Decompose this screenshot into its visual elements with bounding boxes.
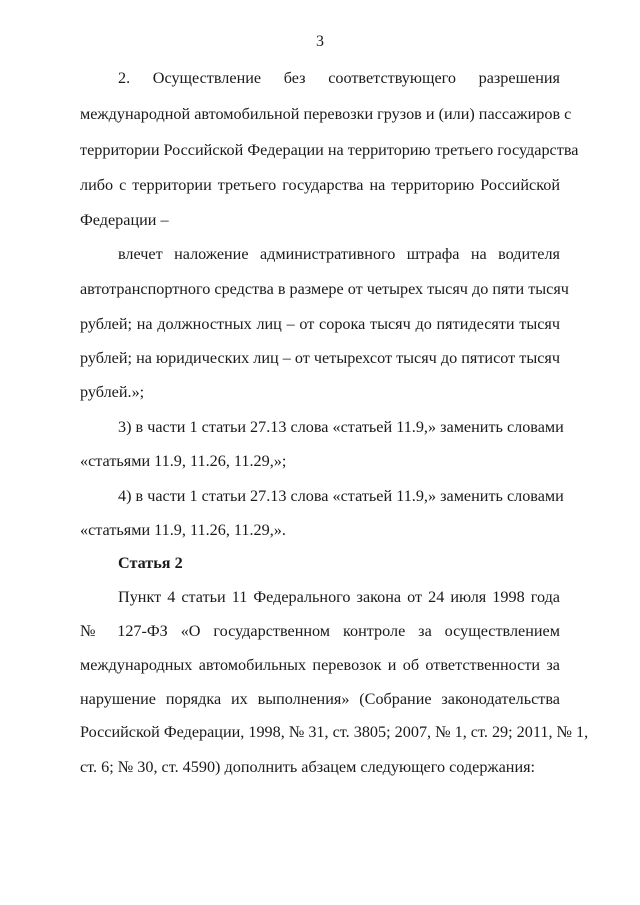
paragraph-line: Федерации – [80, 211, 169, 229]
paragraph-line: «статьями 11.9, 11.26, 11.29,»; [80, 452, 287, 470]
article-heading: Статья 2 [118, 554, 183, 572]
paragraph-line: влечет наложение административного штрафа на водителя [118, 245, 560, 263]
paragraph-line: либо с территории третьего государства на территорию Российской [80, 176, 560, 194]
paragraph-line: рублей; на должностных лиц – от сорока тысяч до пятидесяти тысяч [80, 315, 560, 333]
paragraph-line: нарушение порядка их выполнения» (Собрание законодательства [80, 690, 560, 708]
paragraph-line: территории Российской Федерации на территорию третьего государства [80, 141, 579, 159]
paragraph-line: 3) в части 1 статьи 27.13 слова «статьей 11.9,» заменить словами [118, 418, 564, 436]
paragraph-line: рублей.»; [80, 383, 145, 401]
page-number: 3 [316, 33, 324, 50]
paragraph-line: 2. Осуществление без соответствующего разрешения [118, 69, 560, 87]
paragraph-line: № 127-ФЗ «О государственном контроле за осуществлением [80, 622, 560, 640]
paragraph-line: Российской Федерации, 1998, № 31, ст. 3805; 2007, № 1, ст. 29; 2011, № 1, [80, 723, 589, 741]
paragraph-line: рублей; на юридических лиц – от четырехсот тысяч до пятисот тысяч [80, 349, 560, 367]
paragraph-line: Пункт 4 статьи 11 Федерального закона от 24 июля 1998 года [118, 588, 560, 606]
paragraph-line: международной автомобильной перевозки грузов и (или) пассажиров с [80, 105, 572, 123]
paragraph-line: международных автомобильных перевозок и об ответственности за [80, 656, 560, 674]
paragraph-line: «статьями 11.9, 11.26, 11.29,». [80, 521, 286, 539]
paragraph-line: 4) в части 1 статьи 27.13 слова «статьей 11.9,» заменить словами [118, 487, 564, 505]
paragraph-line: ст. 6; № 30, ст. 4590) дополнить абзацем следующего содержания: [80, 758, 536, 776]
paragraph-line: автотранспортного средства в размере от четырех тысяч до пяти тысяч [80, 280, 569, 298]
